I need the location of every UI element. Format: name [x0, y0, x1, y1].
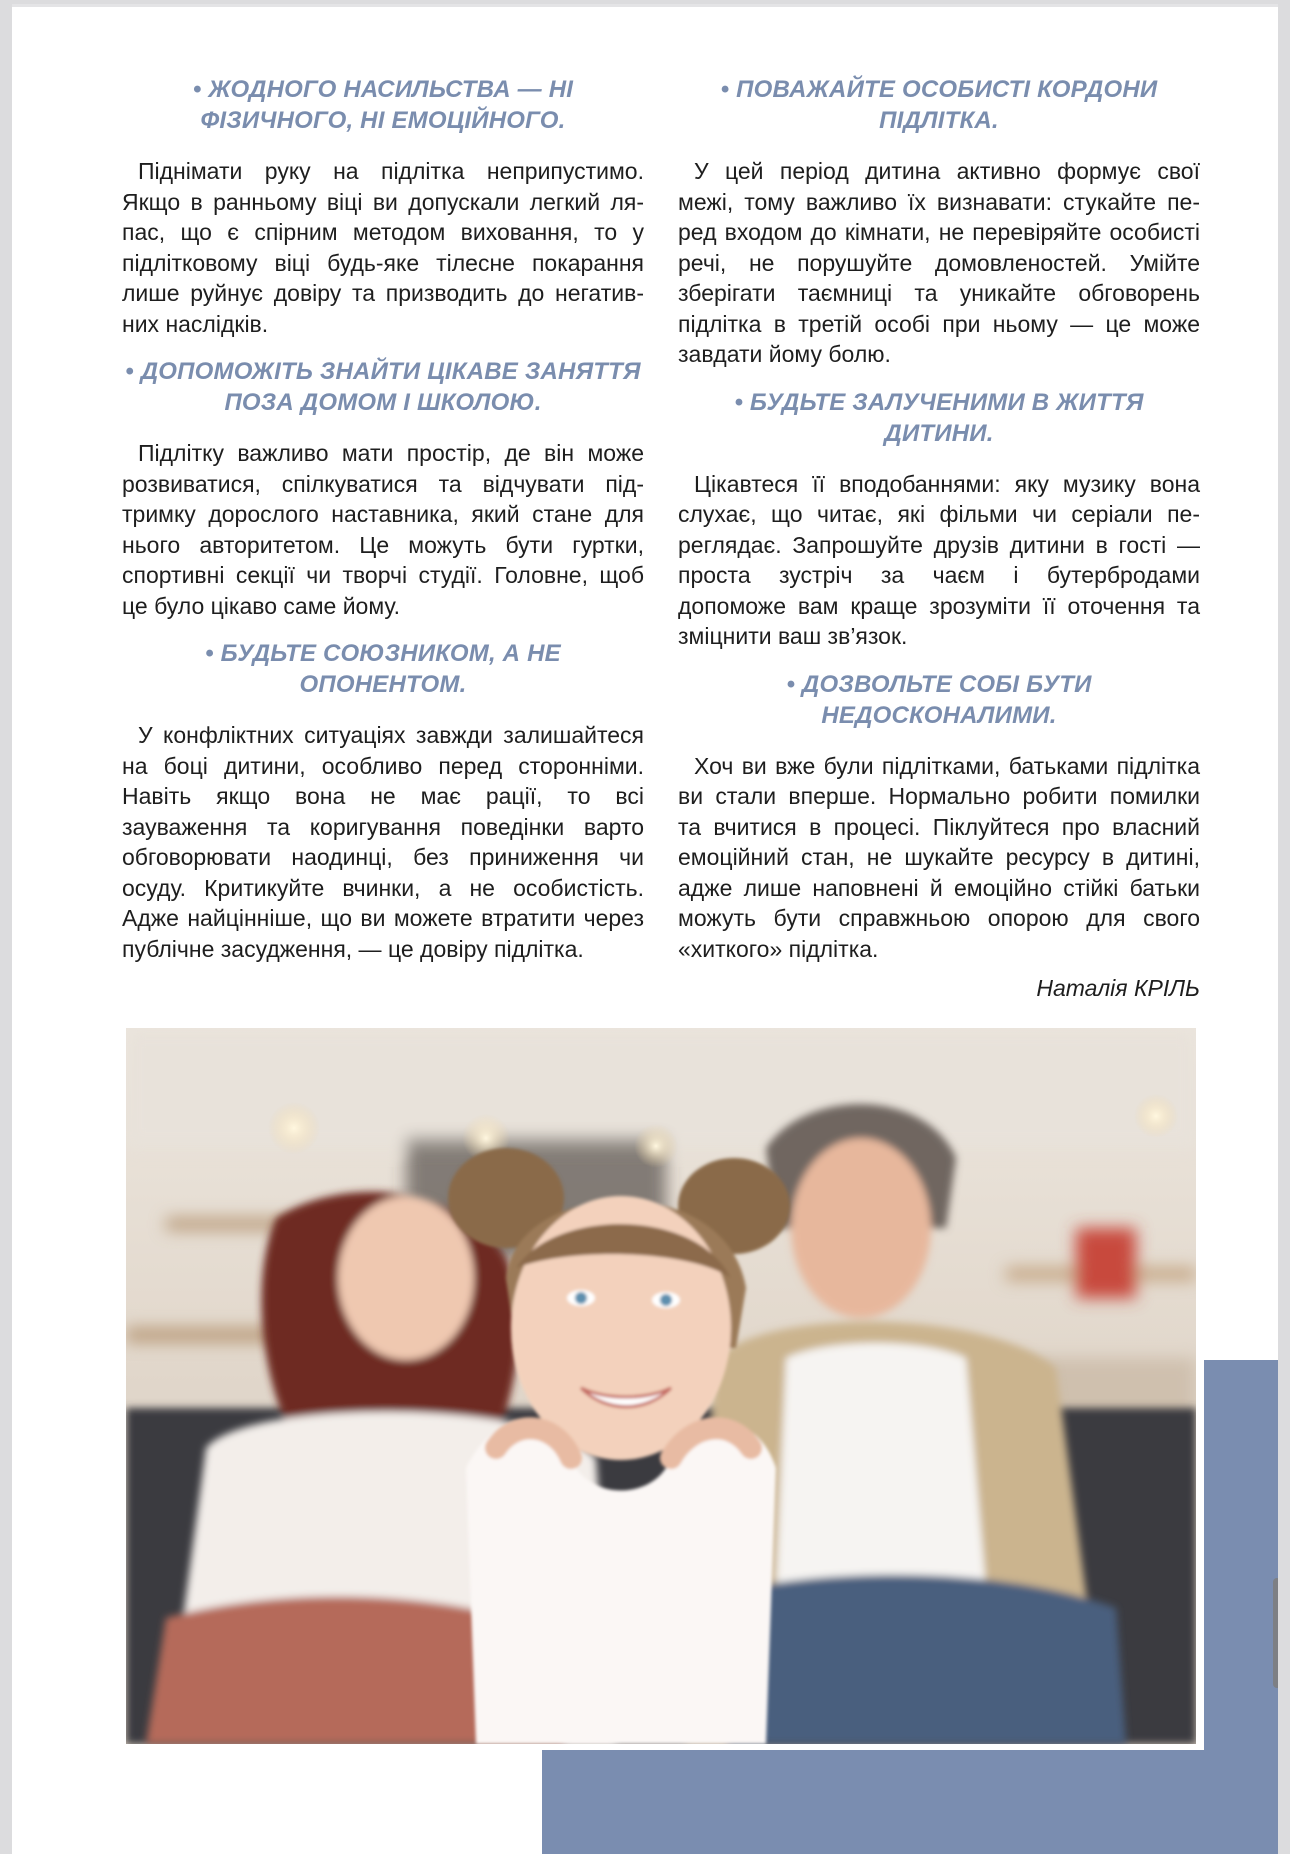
page-top-edge: [12, 4, 1278, 7]
section-heading-boundaries: • ПОВАЖАЙТЕ ОСОБИСТІ КОРДОНИ ПІДЛІТКА.: [720, 76, 1158, 134]
section-heading-no-violence: • ЖОДНОГО НАСИЛЬСТВА — НІ ФІЗИЧНОГО, НІ ЕМОЦІЙНОГО.: [192, 76, 574, 134]
section-text-no-violence: Піднімати руку на підлітка неприпустимо. Якщо в ранньому віці ви допускали легкий ляпас, що є спірним методом виховання, то у підлітковому віці будь-яке тілесне покарання лише руйнує довіру та призводить до негативних наслідків.: [122, 158, 644, 337]
scrollbar-thumb[interactable]: [1273, 1578, 1278, 1688]
right-column: [678, 74, 1200, 1002]
section-text-imperfect: Хоч ви вже були підлітками, батьками підлітка ви стали вперше. Нормально робити помилки та вчитися в процесі. Піклуйтеся про власний емоційний стан, не шукайте ресурсу в дитині, адже лише наповнені й емоційно стійкі батьки можуть бути справжньою опорою для свого «хиткого» підлітка.: [678, 752, 1200, 962]
section-text-hobby: Підлітку важливо мати простір, де він може розвиватися, спілкуватися та відчувати підтримку дорослого наставника, який стане для нього авторитетом. Це можуть бути гуртки, спортивні секції чи творчі студії. Головне, щоб це було цікаво саме йому.: [122, 440, 644, 619]
section-heading-ally: • БУДЬТЕ СОЮЗНИКОМ, А НЕ ОПОНЕНТОМ.: [205, 640, 561, 698]
section-heading-imperfect: • ДОЗВОЛЬТЕ СОБІ БУТИ НЕДОСКОНАЛИМИ.: [786, 670, 1092, 729]
family-photo: [126, 1028, 1196, 1744]
section-text-ally: У конфліктних ситуаціях завжди залишайтеся на боці дитини, особливо перед сторонніми. Навіть якщо вона не має рації, то всі зауваження та коригування поведінки варто обговорювати наодинці, без приниження чи осуду. Критикуйте вчинки, а не особистість. Адже найцінніше, що ви можете втратити через публічне засудження, — це довіру підлітка.: [122, 722, 644, 962]
accent-block-bottom: [542, 1750, 1278, 1854]
section-heading-hobby: • ДОПОМОЖІТЬ ЗНАЙТИ ЦІКАВЕ ЗАНЯТТЯ ПОЗА ДОМОМ І ШКОЛОЮ.: [125, 358, 641, 416]
section-heading-involved: • БУДЬТЕ ЗАЛУЧЕНИМИ В ЖИТТЯ ДИТИНИ.: [734, 388, 1144, 447]
section-text-boundaries: У цей період дитина активно формує свої межі, тому важливо їх визнавати: стукайте перед входом до кімнати, не перевіряйте особисті речі, не порушуйте домовленостей. Умійте зберігати таємниці та уникайте обговорень підлітка в третій особі при ньому — це може завдати йому болю.: [678, 158, 1200, 367]
magazine-page: [12, 4, 1278, 1854]
section-text-involved: Цікавтеся її вподобаннями: яку музику вона слухає, що читає, які фільми чи серіали переглядає. Запрошуйте друзів дитини в гості — проста зустріч за чаєм і бутербродами допоможе вам краще зрозуміти її оточення та зміцнити ваш зв’язок.: [678, 470, 1200, 649]
left-column: [122, 74, 644, 981]
author-signature: Наталія КРІЛЬ: [1036, 975, 1200, 1001]
